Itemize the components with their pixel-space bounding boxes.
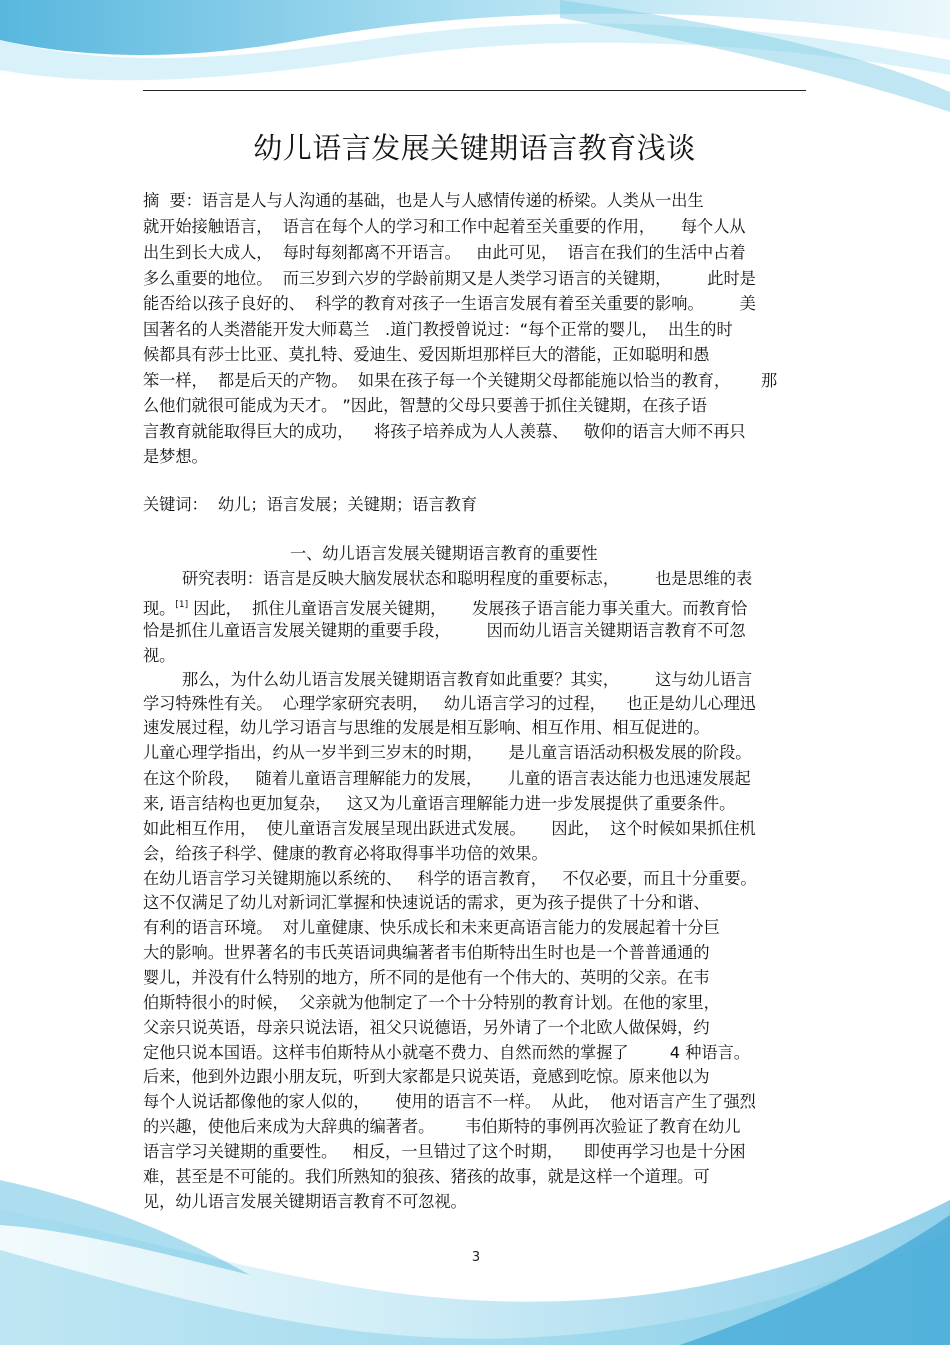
- paragraph-line: 语言学习关键期的重要性。 相反，一旦错过了这个时期， 即使再学习也是十分困: [143, 1142, 746, 1161]
- paragraph-line: 婴儿，并没有什么特别的地方，所不同的是他有一个伟大的、英明的父亲。在韦: [143, 968, 710, 987]
- paragraph-line: 的兴趣，使他后来成为大辞典的编著者。 韦伯斯特的事例再次验证了教育在幼儿: [143, 1117, 741, 1136]
- paragraph-line: 定他只说本国语。这样韦伯斯特从小就毫不费力、自然而然的掌握了 4 种语言。: [143, 1043, 750, 1062]
- paragraph-line: 如此相互作用， 使儿童语言发展呈现出跃进式发展。 因此， 这个时候如果抓住机: [143, 819, 756, 838]
- document-title: 幼儿语言发展关键期语言教育浅谈: [253, 131, 696, 165]
- abstract-line: 言教育就能取得巨大的成功， 将孩子培养成为人人羡慕、 敬仰的语言大师不再只: [143, 422, 746, 441]
- paragraph-line: 学习特殊性有关。 心理学家研究表明， 幼儿语言学习的过程， 也正是幼儿心理迅: [143, 694, 756, 713]
- paragraph-line: 在幼儿语言学习关键期施以系统的、 科学的语言教育， 不仅必要，而且十分重要。: [143, 869, 757, 888]
- page-number: 3: [471, 1250, 481, 1265]
- paragraph-line: 儿童心理学指出，约从一岁半到三岁末的时期， 是儿童言语活动积极发展的阶段。: [143, 743, 752, 762]
- paragraph-line: 父亲只说英语，母亲只说法语，祖父只说德语，另外请了一个北欧人做保姆，约: [143, 1018, 710, 1037]
- paragraph-line: 研究表明：语言是反映大脑发展状态和聪明程度的重要标志， 也是思维的表: [182, 569, 753, 588]
- paragraph-line: 视。: [143, 646, 176, 665]
- abstract-line: 候都具有莎士比亚、莫扎特、爱迪生、爱因斯坦那样巨大的潜能，正如聪明和愚: [143, 345, 710, 364]
- section-heading: 一、幼儿语言发展关键期语言教育的重要性: [290, 544, 598, 563]
- paragraph-line: 现。[1] 因此， 抓住儿童语言发展关键期， 发展孩子语言能力事关重大。而教育恰: [143, 599, 748, 618]
- paragraph-line: 来, 语言结构也更加复杂， 这又为儿童语言理解能力进一步发展提供了重要条件。: [143, 794, 736, 813]
- abstract-line: 摘 要：语言是人与人沟通的基础，也是人与人感情传递的桥梁。人类从一出生: [143, 191, 704, 210]
- citation-marker: [1]: [175, 600, 189, 610]
- paragraph-line: 大的影响。世界著名的韦氏英语词典编著者韦伯斯特出生时也是一个普普通通的: [143, 943, 710, 962]
- paragraph-line: 伯斯特很小的时候， 父亲就为他制定了一个十分特别的教育计划。在他的家里，: [143, 993, 720, 1012]
- abstract-line: 能否给以孩子良好的、 科学的教育对孩子一生语言发展有着至关重要的影响。 美: [143, 294, 756, 313]
- abstract-line: 多么重要的地位。 而三岁到六岁的学龄前期又是人类学习语言的关键期， 此时是: [143, 269, 756, 288]
- paragraph-line: 速发展过程，幼儿学习语言与思维的发展是相互影响、相互作用、相互促进的。: [143, 718, 710, 737]
- abstract-line: 笨一样， 都是后天的产物。 如果在孩子每一个关键期父母都能施以恰当的教育， 那: [143, 371, 778, 390]
- paragraph-line: 在这个阶段， 随着儿童语言理解能力的发展， 儿童的语言表达能力也迅速发展起: [143, 769, 751, 788]
- paragraph-line: 见，幼儿语言发展关键期语言教育不可忽视。: [143, 1192, 467, 1211]
- paragraph-line: 恰是抓住儿童语言发展关键期的重要手段， 因而幼儿语言关键期语言教育不可忽: [143, 621, 746, 640]
- header-rule: [143, 90, 806, 91]
- abstract-line: 么他们就很可能成为天才。 ”因此，智慧的父母只要善于抓住关键期，在孩子语: [143, 396, 707, 415]
- paragraph-line: 会，给孩子科学、健康的教育必将取得事半功倍的效果。: [143, 844, 548, 863]
- paragraph-line: 难，甚至是不可能的。我们所熟知的狼孩、猪孩的故事，就是这样一个道理。可: [143, 1167, 710, 1186]
- abstract-line: 国著名的人类潜能开发大师葛兰 .道门教授曾说过：“每个正常的婴儿， 出生的时: [143, 320, 733, 339]
- abstract-line: 就开始接触语言， 语言在每个人的学习和工作中起着至关重要的作用， 每个人从: [143, 217, 746, 236]
- paragraph-line: 每个人说话都像他的家人似的， 使用的语言不一样。 从此， 他对语言产生了强烈: [143, 1092, 756, 1111]
- keywords-line: 关键词： 幼儿；语言发展；关键期；语言教育: [143, 495, 478, 514]
- paragraph-line: 后来，他到外边跟小朋友玩，听到大家都是只说英语，竟感到吃惊。原来他以为: [143, 1067, 710, 1086]
- abstract-line: 是梦想。: [143, 447, 208, 466]
- paragraph-line: 这不仅满足了幼儿对新词汇掌握和快速说话的需求，更为孩子提供了十分和谐、: [143, 893, 710, 912]
- paragraph-line: 那么，为什么幼儿语言发展关键期语言教育如此重要？其实， 这与幼儿语言: [182, 670, 753, 689]
- paragraph-line: 有利的语言环境。 对儿童健康、快乐成长和未来更高语言能力的发展起着十分巨: [143, 918, 720, 937]
- abstract-line: 出生到长大成人， 每时每刻都离不开语言。 由此可见， 语言在我们的生活中占着: [143, 243, 746, 262]
